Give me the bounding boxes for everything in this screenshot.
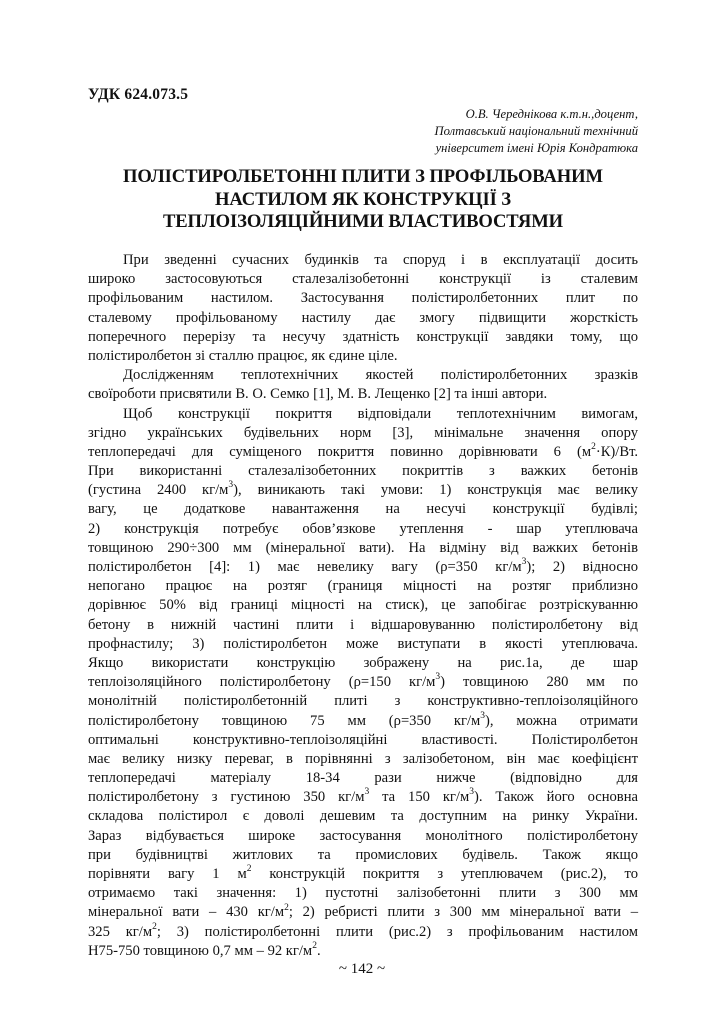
body-line: бетону в нижній частині плити і відшаровуванню полістиролбетону від [88, 616, 638, 633]
body-line: товщиною 290÷300 мм (мінеральної вати). На відміну від важких бетонів [88, 539, 638, 556]
body-line: полістиролбетону товщиною 75 мм (ρ=350 $кг/м^3$), можна отримати [88, 710, 638, 729]
body-line: згідно українських будівельних норм [3], мінімальне значення опору [88, 424, 638, 441]
body-line: теплоізоляційного полістиролбетону (ρ=150 $кг/м^3$) товщиною 280 мм по [88, 672, 638, 691]
author-name: О.В. Череднікова к.т.н.,доцент, [465, 107, 638, 121]
body-line: має велику низку переваг, в порівнянні з залізобетоном, він має коефіцієнт [88, 750, 638, 767]
title-line: ТЕПЛОІЗОЛЯЦІЙНИМИ ВЛАСТИВОСТЯМИ [162, 211, 564, 232]
body-line: непогано працює на розтяг (границя міцності на розтяг приблизно [88, 578, 638, 595]
body-line: вагу, це додаткове навантаження на несучі конструкції будівлі; [88, 501, 638, 518]
body-line: при будівництві житлових та промислових будівель. Також якщо [88, 846, 638, 863]
author-affiliation-line2: університет імені Юрія Кондратюка [435, 141, 638, 155]
body-line: теплопередачі для суміщеного покриття повинно дорівнювати 6 $(м^2\cdot К)/Вт$. [88, 442, 638, 460]
body-line: поперечного перерізу та несучу здатність конструкції завдяки тому, що [88, 328, 638, 345]
body-line: широко застосовуються сталезалізобетонні конструкції із сталевим [88, 271, 638, 288]
body-line: (густина 2400 $кг/м^3$), виникають такі умови: 1) конструкція має велику [88, 480, 638, 499]
body-line: складова полістирол є доволі дешевим та доступним на ринку України. [88, 808, 638, 825]
body-line: При використанні сталезалізобетонних покриттів з важких бетонів [88, 463, 638, 480]
title-line: НАСТИЛОМ ЯК КОНСТРУКЦІЇ З [214, 188, 512, 210]
author-block [435, 106, 638, 157]
page-number: ~ 142 ~ [338, 961, 386, 977]
body-line: Дослідженням теплотехнічних якостей полістиролбетонних зразків [123, 367, 638, 384]
body-line: мінеральної вати – 430 $кг/м^2$; 2) ребристі плити з 300 мм мінеральної вати – [88, 902, 638, 921]
body-line: Н75-750 товщиною 0,7 мм – 92 $кг/м^2$. [88, 940, 321, 959]
body-line: Зараз відбувається широке застосування монолітного полістиролбетону [88, 827, 638, 844]
body-line: При зведенні сучасних будинків та споруд і в експлуатації досить [123, 252, 638, 268]
body-line: 325 $кг/м^2$; 3) полістиролбетонні плити (рис.2) з профільованим настилом [88, 921, 638, 940]
body-line: дорівнює 50% від границі міцності на стиск), це запобігає розтріскуванню [88, 597, 638, 614]
body-line: теплопередачі матеріалу 18-34 рази нижче (відповідно для [88, 770, 638, 787]
body-line: своїроботи присвятили В. О. Семко [1], М. В. Лещенко [2] та інші автори. [88, 386, 548, 403]
body-line: профнастилу; 3) полістиролбетон може виступати в якості утеплювача. [88, 635, 638, 652]
article-title [88, 166, 638, 234]
body-line: профільованим настилом. Застосування полістиролбетонних плит по [88, 290, 638, 307]
author-affiliation-line1: Полтавський національний технічний [434, 124, 638, 138]
body-line: 2) конструкція потребує обов’язкове утеплення - шар утеплювача [88, 520, 638, 537]
body-line: сталевому профільованому настилу дає змогу підвищити жорсткість [88, 309, 638, 326]
article-body [88, 251, 638, 961]
body-line: Щоб конструкції покриття відповідали теплотехнічним вимогам, [123, 405, 638, 422]
body-line: порівняти вагу 1 $м^2$ конструкцій покриття з утеплювачем (рис.2), то [88, 864, 639, 882]
body-line: полістиролбетон зі сталлю працює, як єдине ціле. [88, 347, 398, 364]
title-line: ПОЛІСТИРОЛБЕТОННІ ПЛИТИ З ПРОФІЛЬОВАНИМ [123, 166, 603, 187]
body-line: полістиролбетону з густиною 350 $кг/м^3$ та 150 $кг/м^3$). Також його основна [88, 787, 638, 806]
udc-code: УДК 624.073.5 [88, 86, 189, 103]
body-line: отримаємо такі значення: 1) пустотні залізобетонні плити з 300 мм [88, 885, 638, 902]
body-line: монолітній полістиролбетонній плиті з конструктивно-теплоізоляційного [88, 693, 638, 710]
body-line: Якщо використати конструкцію зображену на рис.1а, де шар [88, 654, 638, 671]
body-line: оптимальні конструктивно-теплоізоляційні властивості. Полістиролбетон [88, 731, 638, 748]
body-line: полістиролбетон [4]: 1) має невелику вагу (ρ=350 $кг/м^3$); 2) відносно [88, 557, 638, 575]
